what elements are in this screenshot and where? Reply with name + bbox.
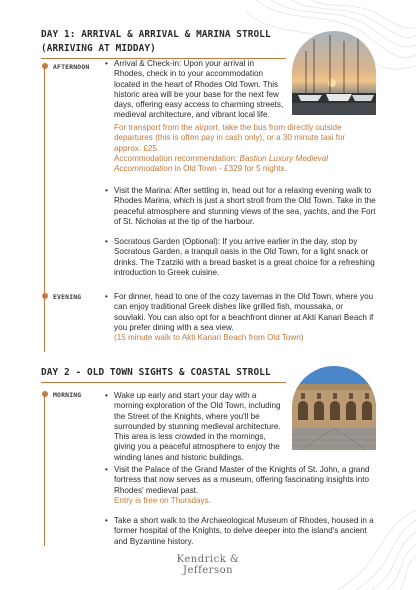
palace-visit-paragraph: • Visit the Palace of the Grand Master of the Knights of St. John, a grand fortress that now serves as a museum, offering fascinating insights into Rhodes' medieval past. xyxy=(114,465,376,496)
accommodation-prefix: Accommodation recommendation: xyxy=(114,154,240,163)
evening-dot xyxy=(42,293,48,299)
brand-line-1: Kendrick & xyxy=(176,554,240,565)
day-2-title: DAY 2 - OLD TOWN SIGHTS & COASTAL STROLL xyxy=(41,367,271,378)
afternoon-dot xyxy=(42,63,48,69)
airport-transport-note: For transport from the airport, take the bus from directly outside departures (this is often pay in cash only), or a 30 minute taxi for approx. £25. xyxy=(114,123,346,153)
day-2-timeline-line xyxy=(44,396,45,546)
accommodation-recommendation xyxy=(114,154,372,175)
brand-line-2: Jefferson xyxy=(182,565,234,576)
accommodation-price: in Old Town - £329 for 5 nights. xyxy=(172,164,287,174)
morning-exploration-paragraph: • Wake up early and start your day with a morning exploration of the Old Town, including the Street of the Knights, where you'll be surrounded by stunning medieval architecture. This area is less crowded in the mornings, giving you a peaceful atmosphere to enjoy the winding lanes and historic buildings. xyxy=(114,391,288,463)
socratous-garden-paragraph: • Socratous Garden (Optional): If you arrive earlier in the day, stop by Socratous Garden, a tranquil oasis in the Old Town, for a light snack or drinks. The Tzatziki with a bread basket is a great choice for a refreshing introduction to Greek cuisine. xyxy=(114,237,376,278)
evening-label: EVENING xyxy=(53,293,82,301)
marina-visit-paragraph: • Visit the Marina: After settling in, head out for a relaxing evening walk to Rhodes Marina, which is just a short stroll from the Old Town. Take in the peaceful atmosphere and stunning views of the sea, yachts, and the Fort of St. Nicholas at the tip of the harbour. xyxy=(114,186,376,227)
arrival-checkin-paragraph: • Arrival & Check-in: Upon your arrival in Rhodes, check in to your accommodation located in the heart of Rhodes Old Town. This historic area will be your base for the next few days, offering easy access to charming streets, medieval architecture, and vibrant local life. xyxy=(114,59,286,121)
accommodation-name: Bastion Luxury Medieval Accommodation xyxy=(114,154,329,174)
entry-free-note: Entry is free on Thursdays. xyxy=(114,496,211,505)
dinner-paragraph: • For dinner, head to one of the cozy tavernas in the Old Town, where you can enjoy traditional Greek dishes like grilled fish, moussaka, or souvlaki. You can also opt for a beachfront dinner at Akti Kanari Beach if you prefer dining with a sea view. xyxy=(114,292,376,333)
beach-walk-note: (15 minute walk to Akti Kanari Beach from Old Town) xyxy=(114,333,304,342)
palace-grand-master-photo xyxy=(292,366,376,450)
archaeological-museum-paragraph: • Take a short walk to the Archaeological Museum of Rhodes, housed in a former hospital of the Knights, to delve deeper into the island's ancient and Byzantine history. xyxy=(114,516,376,547)
marina-sunset-photo xyxy=(292,31,376,115)
day-2-title-rule xyxy=(41,382,286,383)
afternoon-label: AFTERNOON xyxy=(53,63,90,71)
morning-label: MORNING xyxy=(53,391,82,399)
brand-logo-text xyxy=(0,554,416,576)
morning-dot xyxy=(42,391,48,397)
day-1-timeline-line xyxy=(44,66,45,352)
day-1-title: DAY 1: ARRIVAL & ARRIVAL & MARINA STROLL (ARRIVING AT MIDDAY) xyxy=(41,29,271,54)
